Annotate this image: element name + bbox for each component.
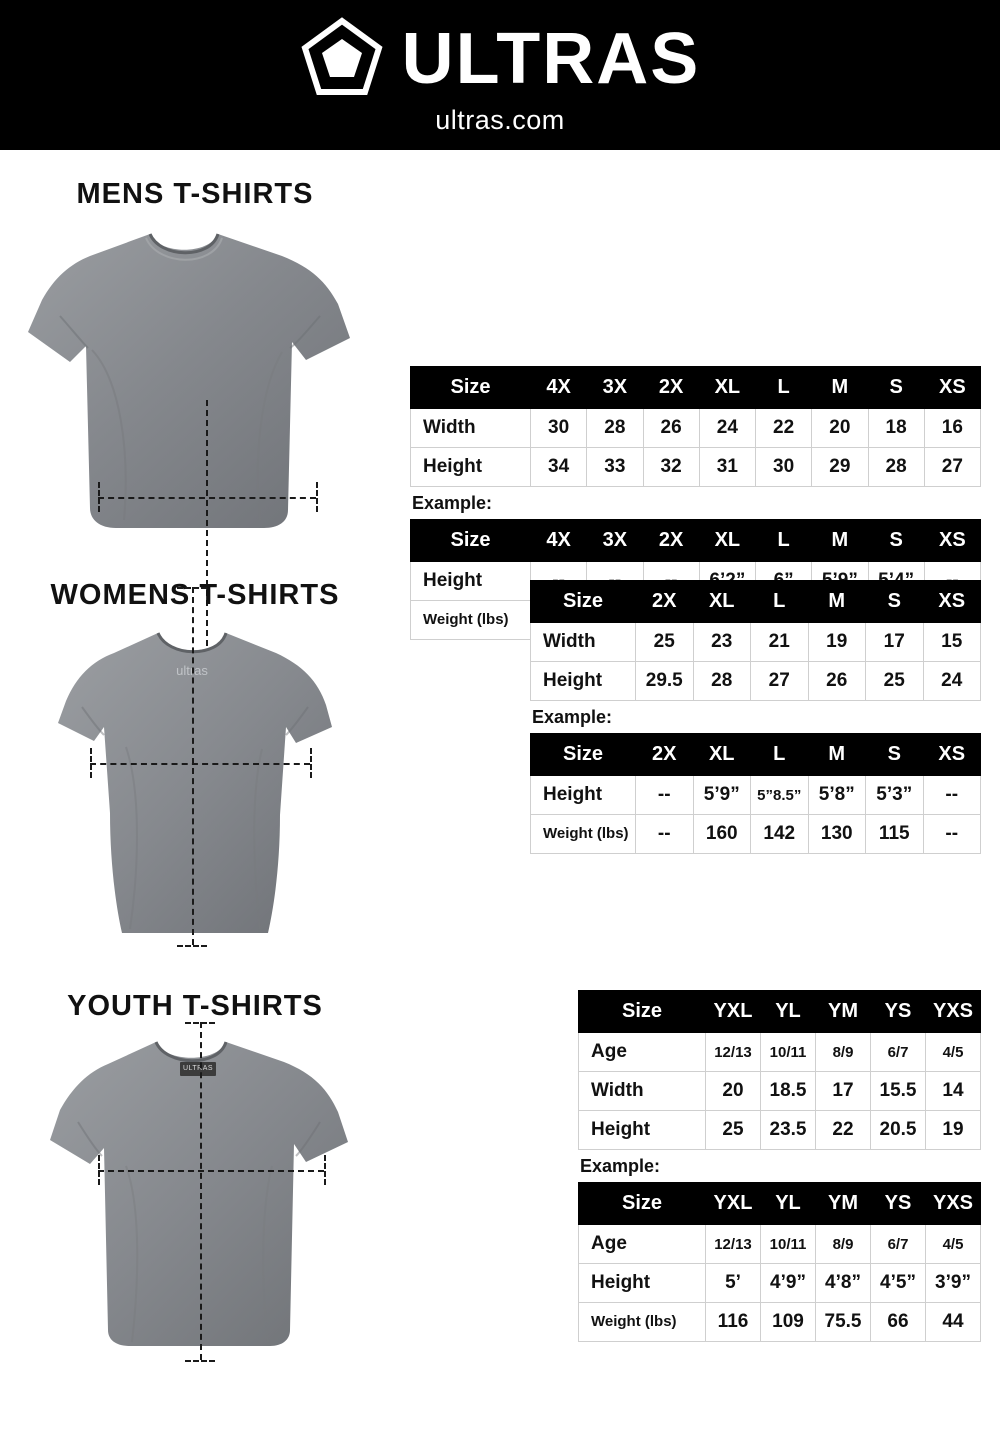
cell: 15.5 [871, 1072, 926, 1111]
col-4x: 4X [531, 367, 587, 409]
cell: 33 [587, 448, 643, 487]
table-row [411, 409, 981, 448]
col-2x: 2X [636, 734, 694, 776]
cell: 4/5 [926, 1225, 981, 1264]
col-ym: YM [816, 1183, 871, 1225]
cell: 130 [808, 815, 866, 854]
cell: 23 [693, 623, 751, 662]
cell: 24 [699, 409, 755, 448]
cell: 21 [751, 623, 809, 662]
section-title-mens: MENS T-SHIRTS [76, 178, 314, 210]
womens-width-left-tick [90, 748, 92, 778]
womens-width-measure-line [90, 763, 310, 765]
cell: -- [636, 815, 694, 854]
table-row [531, 815, 981, 854]
pentagon-logo-icon [300, 17, 384, 101]
cell: 26 [643, 409, 699, 448]
row-label-weight: Weight (lbs) [579, 1303, 706, 1342]
row-label-age: Age [579, 1033, 706, 1072]
col-xs: XS [923, 581, 981, 623]
row-label-height: Height [531, 776, 636, 815]
cell: 26 [808, 662, 866, 701]
youth-width-left-tick [98, 1155, 100, 1185]
col-s: S [868, 520, 924, 562]
row-label-weight: Weight (lbs) [531, 815, 636, 854]
table-row [579, 1264, 981, 1303]
cell: 28 [693, 662, 751, 701]
cell: 20.5 [871, 1111, 926, 1150]
mens-size-table [410, 366, 981, 487]
cell: 22 [756, 409, 812, 448]
youth-size-table [578, 990, 981, 1150]
cell: 18.5 [761, 1072, 816, 1111]
womens-size-table-wrap [530, 580, 981, 854]
cell: 44 [926, 1303, 981, 1342]
col-3x: 3X [587, 520, 643, 562]
womens-height-measure-line [192, 587, 194, 945]
brand-header [0, 0, 1000, 150]
cell: 6/7 [871, 1033, 926, 1072]
table-row [579, 1072, 981, 1111]
table-header-row [531, 581, 981, 623]
youth-height-measure-line [200, 1022, 202, 1360]
brand-domain: ultras.com [435, 104, 565, 135]
col-yxs: YXS [926, 1183, 981, 1225]
cell: 18 [868, 409, 924, 448]
cell: 27 [924, 448, 980, 487]
col-m: M [808, 734, 866, 776]
table-header-row [579, 991, 981, 1033]
cell: 24 [923, 662, 981, 701]
youth-tshirt-illustration [30, 1030, 370, 1360]
col-l: L [756, 367, 812, 409]
row-label-height: Height [411, 448, 531, 487]
womens-example-table [530, 733, 981, 854]
womens-width-right-tick [310, 748, 312, 778]
cell: 160 [693, 815, 751, 854]
table-row [579, 1111, 981, 1150]
table-row [531, 776, 981, 815]
cell: 109 [761, 1303, 816, 1342]
cell: 8/9 [816, 1033, 871, 1072]
col-xl: XL [693, 734, 751, 776]
youth-width-right-tick [324, 1155, 326, 1185]
cell: 22 [816, 1111, 871, 1150]
col-size: Size [579, 991, 706, 1033]
brand-lockup [300, 15, 701, 103]
cell: 17 [866, 623, 924, 662]
row-label-width: Width [411, 409, 531, 448]
col-xl: XL [699, 520, 755, 562]
cell: 34 [531, 448, 587, 487]
cell: 4’9” [761, 1264, 816, 1303]
cell: 5’9” [693, 776, 751, 815]
col-xs: XS [924, 520, 980, 562]
section-title-womens: WOMENS T-SHIRTS [50, 579, 340, 611]
cell: 142 [751, 815, 809, 854]
table-row [531, 623, 981, 662]
col-l: L [751, 581, 809, 623]
cell: 6/7 [871, 1225, 926, 1264]
col-yl: YL [761, 1183, 816, 1225]
cell: 19 [926, 1111, 981, 1150]
cell: 5’ [706, 1264, 761, 1303]
col-size: Size [411, 367, 531, 409]
cell: 30 [531, 409, 587, 448]
youth-shirt-tag: ULTRAS [180, 1062, 216, 1076]
col-m: M [812, 520, 868, 562]
mens-width-right-tick [316, 482, 318, 512]
cell: 20 [706, 1072, 761, 1111]
womens-example-label: Example: [532, 707, 613, 727]
youth-example-label: Example: [580, 1156, 661, 1176]
row-label-height: Height [579, 1264, 706, 1303]
cell: 27 [751, 662, 809, 701]
col-size: Size [531, 734, 636, 776]
youth-height-bottom-tick [185, 1360, 215, 1362]
cell: 4/5 [926, 1033, 981, 1072]
cell: 20 [812, 409, 868, 448]
cell: 30 [756, 448, 812, 487]
cell: 4’5” [871, 1264, 926, 1303]
mens-example-label: Example: [412, 493, 493, 513]
col-s: S [866, 581, 924, 623]
cell: 116 [706, 1303, 761, 1342]
cell: 28 [587, 409, 643, 448]
col-s: S [868, 367, 924, 409]
brand-wordmark: ULTRAS [401, 18, 701, 99]
table-row [579, 1303, 981, 1342]
table-header-row [411, 367, 981, 409]
section-womens [0, 565, 1000, 980]
cell: 29.5 [636, 662, 694, 701]
youth-height-top-tick [185, 1022, 215, 1024]
col-s: S [866, 734, 924, 776]
col-l: L [756, 520, 812, 562]
cell: 31 [699, 448, 755, 487]
womens-height-bottom-tick [177, 945, 207, 947]
row-label-width: Width [531, 623, 636, 662]
col-xs: XS [923, 734, 981, 776]
col-xs: XS [924, 367, 980, 409]
cell: 25 [706, 1111, 761, 1150]
col-yxs: YXS [926, 991, 981, 1033]
cell: 29 [812, 448, 868, 487]
col-m: M [808, 581, 866, 623]
cell: 115 [866, 815, 924, 854]
row-label-weight: Weight (lbs) [411, 601, 531, 640]
cell: 12/13 [706, 1225, 761, 1264]
col-ys: YS [871, 991, 926, 1033]
table-row [579, 1225, 981, 1264]
table-row [411, 448, 981, 487]
cell: 12/13 [706, 1033, 761, 1072]
cell: 66 [871, 1303, 926, 1342]
row-label-width: Width [579, 1072, 706, 1111]
youth-width-measure-line [98, 1170, 324, 1172]
cell: 8/9 [816, 1225, 871, 1264]
cell: 5’3” [866, 776, 924, 815]
table-row [579, 1033, 981, 1072]
col-2x: 2X [636, 581, 694, 623]
cell: 15 [923, 623, 981, 662]
cell: 5”8.5” [751, 776, 809, 815]
cell: 3’9” [926, 1264, 981, 1303]
col-yl: YL [761, 991, 816, 1033]
cell: 14 [926, 1072, 981, 1111]
row-label-age: Age [579, 1225, 706, 1264]
womens-tshirt-illustration [30, 615, 360, 955]
cell: -- [923, 776, 981, 815]
section-title-youth: YOUTH T-SHIRTS [67, 990, 323, 1022]
row-label-height: Height [531, 662, 636, 701]
cell: 23.5 [761, 1111, 816, 1150]
col-m: M [812, 367, 868, 409]
table-header-row [531, 734, 981, 776]
womens-size-table [530, 580, 981, 701]
table-header-row [579, 1183, 981, 1225]
youth-example-table [578, 1182, 981, 1342]
cell: 10/11 [761, 1033, 816, 1072]
cell: 75.5 [816, 1303, 871, 1342]
col-xl: XL [699, 367, 755, 409]
mens-tshirt-illustration [20, 220, 380, 550]
cell: 17 [816, 1072, 871, 1111]
mens-width-left-tick [98, 482, 100, 512]
cell: 32 [643, 448, 699, 487]
cell: 25 [636, 623, 694, 662]
cell: 19 [808, 623, 866, 662]
row-label-height: Height [579, 1111, 706, 1150]
cell: -- [636, 776, 694, 815]
col-size: Size [411, 520, 531, 562]
col-yxl: YXL [706, 1183, 761, 1225]
col-ys: YS [871, 1183, 926, 1225]
cell: 4’8” [816, 1264, 871, 1303]
col-2x: 2X [643, 367, 699, 409]
cell: 10/11 [761, 1225, 816, 1264]
col-ym: YM [816, 991, 871, 1033]
youth-size-table-wrap [578, 990, 981, 1342]
section-youth [0, 980, 1000, 1440]
table-header-row [411, 520, 981, 562]
svg-text:ultras: ultras [176, 663, 208, 678]
col-2x: 2X [643, 520, 699, 562]
cell: -- [923, 815, 981, 854]
col-size: Size [579, 1183, 706, 1225]
row-label-height: Height [411, 562, 531, 601]
col-4x: 4X [531, 520, 587, 562]
col-size: Size [531, 581, 636, 623]
cell: 5’8” [808, 776, 866, 815]
col-3x: 3X [587, 367, 643, 409]
col-l: L [751, 734, 809, 776]
cell: 16 [924, 409, 980, 448]
table-row [531, 662, 981, 701]
womens-height-top-tick [177, 587, 207, 589]
cell: 25 [866, 662, 924, 701]
cell: 28 [868, 448, 924, 487]
col-xl: XL [693, 581, 751, 623]
col-yxl: YXL [706, 991, 761, 1033]
